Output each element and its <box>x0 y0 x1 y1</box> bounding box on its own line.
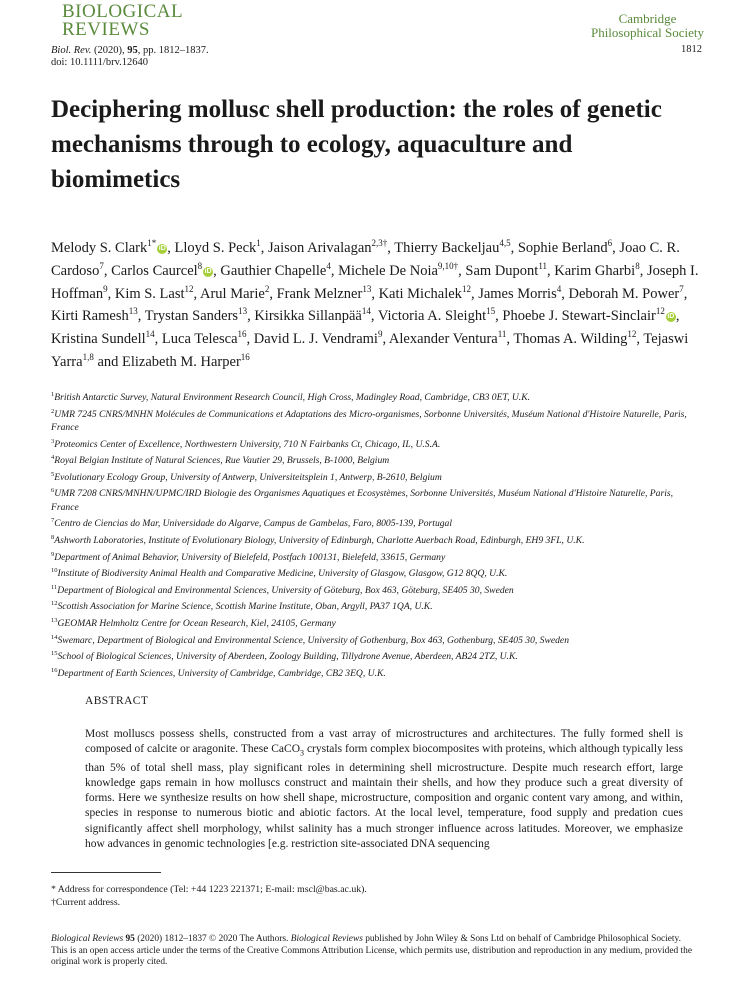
author-affiliation-mark: 6 <box>607 238 613 248</box>
affiliation-item <box>51 548 701 565</box>
affiliation-item <box>51 531 701 548</box>
author-name: Gauthier Chapelle <box>220 262 327 279</box>
author-affiliation-mark: 14 <box>145 329 155 340</box>
affiliation-number: 5 <box>51 470 55 478</box>
affiliation-item <box>51 435 701 452</box>
affiliation-list <box>51 388 701 680</box>
affiliation-text: UMR 7208 CNRS/MNHN/UPMC/IRD Biologie des Organismes Aquatiques et Ecosystèmes, Sorbonne Universités, Muséum National d'Histoire Naturelle, Paris, France <box>51 488 673 513</box>
author-affiliation-mark: 2 <box>264 283 270 294</box>
author-affiliation-mark: 9 <box>103 283 108 294</box>
author-affiliation-mark: 7 <box>99 260 104 271</box>
author-name: Karim Gharbi <box>554 262 636 279</box>
author-name: Sam Dupont <box>465 262 539 279</box>
author-affiliation-mark: 1 <box>256 238 261 248</box>
author-name: Luca Telesca <box>161 331 238 348</box>
affiliation-number: 15 <box>51 650 58 658</box>
author-affiliation-mark: 9,10† <box>437 260 459 271</box>
citation-pages: , pp. 1812–1837. <box>137 45 209 56</box>
author-affiliation-mark: 12 <box>655 306 665 317</box>
affiliation-text: Department of Animal Behavior, University of Bielefeld, Postfach 100131, Bielefeld, 33615, Germany <box>54 551 446 563</box>
orcid-icon[interactable]: iD <box>667 313 675 321</box>
citation-year: (2020), <box>93 45 125 56</box>
author-affiliation-mark: 15 <box>486 306 496 317</box>
affiliation-text: GEOMAR Helmholtz Centre for Ocean Research, Kiel, 24105, Germany <box>57 618 336 630</box>
society-logo <box>591 12 704 40</box>
author-affiliation-mark: 14 <box>361 306 371 317</box>
affiliation-number: 6 <box>51 487 55 495</box>
author-affiliation-mark: 13 <box>128 306 138 317</box>
author-affiliation-mark: 12 <box>184 283 194 294</box>
author-affiliation-mark: 11 <box>538 260 547 271</box>
author-name: Frank Melzner <box>276 285 363 302</box>
author-list: Melody S. Clark$^{1*}$iD , Lloyd S. Peck$^1$, Jaison Arivalagan$^{2,3\dagger}$, Thierry Backeljau$^{4,5}$, Sophie Berland$^6$, Joao C. R. Cardoso$^7$, Carlos Caurcel$^8$iD , Gauthier Chapelle$^4$, Michele De Noia$^{9,10\dagger}$, Sam Dupont$^{11}$, Karim Gharbi$^8$, Joseph I. Hoffman$^9$, Kim S. Last$^{12}$, Arul Marie$^2$, Frank Melzner$^{13}$, Kati Michalek$^{12}$, James Morris$^4$, Deborah M. Power$^7$, Kirti Ramesh$^{13}$, Trystan Sanders$^{13}$, Kirsikka Sillanpää$^{14}$, Victoria A. Sleight$^{15}$, Phoebe J. Stewart-Sinclair$^{12}$iD , Kristina Sundell$^{14}$, Luca Telesca$^{16}$, David L. J. Vendrami$^9$, Alexander Ventura$^{11}$, Thomas A. Wilding$^{12}$, Tejaswi Yarra$^{1,8}$ and Elizabeth M. Harper$^{16}$ <box>51 238 699 370</box>
journal-logo-line2: REVIEWS <box>62 19 150 40</box>
author-affiliation-mark: 13 <box>238 306 248 317</box>
author-name: Lloyd S. Peck <box>174 239 257 256</box>
author-and: and <box>97 353 119 370</box>
author-name: Victoria A. Sleight <box>377 308 487 325</box>
affiliation-text: British Antarctic Survey, Natural Environment Research Council, High Cross, Madingley Road, Cambridge, CB3 0ET, U.K. <box>54 392 530 404</box>
author-name: Arul Marie <box>199 285 265 302</box>
affiliation-number: 9 <box>51 550 55 558</box>
author-affiliation-mark: 11 <box>497 329 507 340</box>
license-text <box>51 934 701 969</box>
article-title: Deciphering mollusc shell production: the roles of genetic mechanisms through to ecology, aquaculture and biomimetics <box>51 96 662 193</box>
affiliation-text: Department of Biological and Environmental Sciences, University of Göteburg, Box 463, Göteburg, SE405 30, Sweden <box>57 584 514 596</box>
affiliation-text: Evolutionary Ecology Group, University of Antwerp, Universiteitsplein 1, Antwerp, B-2610, Belgium <box>54 471 442 483</box>
affiliation-item <box>51 664 701 681</box>
affiliation-item <box>51 597 701 614</box>
license-journal2: Biological Reviews <box>290 934 363 944</box>
abstract-heading: ABSTRACT <box>85 695 149 707</box>
author-name: Tejaswi Yarra <box>51 331 689 370</box>
author-name: Joao C. R. Cardoso <box>51 239 680 279</box>
journal-logo-line1: BIOLOGICAL <box>62 1 184 22</box>
author-affiliation-mark: 1,8 <box>82 352 94 363</box>
author-affiliation-mark: 13 <box>362 283 372 294</box>
license-line1 <box>51 934 701 946</box>
affiliation-number: 2 <box>51 407 55 415</box>
footnote-correspondence: * Address for correspondence (Tel: +44 1223 221371; E-mail: mscl@bas.ac.uk). <box>51 884 367 895</box>
license-rest2: published by John Wiley & Sons Ltd on behalf of Cambridge Philosophical Society. <box>362 934 681 944</box>
author-name: Deborah M. Power <box>568 285 680 302</box>
society-logo-line2: Philosophical Society <box>590 25 704 40</box>
abstract-text-before: Most molluscs possess shells, constructed from a vast array of microstructures and architectures. The fully formed shell is composed of calcite or aragonite. These CaCO <box>85 728 683 756</box>
affiliation-number: 8 <box>51 533 55 541</box>
license-line2: This is an open access article under the terms of the Creative Commons Attribution License, which permits use, distribution and reproduction in any medium, provided the original work is properly cited. <box>51 945 692 967</box>
author-affiliation-mark: 16 <box>237 329 247 340</box>
author-name: Elizabeth M. Harper <box>122 353 241 370</box>
affiliation-item <box>51 388 701 405</box>
author-affiliation-mark: 1* <box>147 238 157 248</box>
affiliation-number: 12 <box>51 600 58 608</box>
author-affiliation-mark: 4 <box>556 283 562 294</box>
author-name: Sophie Berland <box>517 239 608 256</box>
author-name: Joseph I. Hoffman <box>51 262 699 302</box>
orcid-icon[interactable]: iD <box>158 244 166 252</box>
author-affiliation-mark: 7 <box>679 283 684 294</box>
affiliation-text: Scottish Association for Marine Science, Scottish Marine Institute, Oban, Argyll, PA37 1QA, U.K. <box>57 601 433 613</box>
affiliation-text: Department of Earth Sciences, University of Cambridge, Cambridge, CB2 3EQ, U.K. <box>57 667 386 679</box>
affiliation-item <box>51 451 701 468</box>
footnote-current-address: †Current address. <box>51 897 121 908</box>
affiliation-item <box>51 564 701 581</box>
abstract-text-after: crystals form complex biocomposites with proteins, which although typically less than 5% of total shell mass, play significant roles in determining shell microstructure. Despite much research effort, large knowledge gaps remain in how molluscs construct and maintain their shells, and how they produce such a great diversity of forms. Here we synthesize results on how shell shape, microstructure, composition and organic content vary among, and within, species in response to numerous biotic and abiotic factors. At the local level, temperature, food supply and predation cues significantly affect shell morphology, whilst salinity has a much stronger influence across latitudes. Moreover, we emphasize how advances in genomic technologies [e.g. restriction site-associated DNA sequencing <box>85 743 684 850</box>
author-name: Carlos Caurcel <box>111 262 198 279</box>
author-affiliation-mark: 4,5 <box>499 238 511 248</box>
affiliation-number: 4 <box>51 454 55 462</box>
affiliation-text: Ashworth Laboratories, Institute of Evolutionary Biology, University of Edinburgh, Charlotte Auerbach Road, Edinburgh, EH9 3FL, U.K. <box>54 535 585 547</box>
affiliation-number: 3 <box>51 437 55 445</box>
affiliation-item <box>51 405 701 435</box>
affiliation-item <box>51 614 701 631</box>
author-affiliation-mark: 8 <box>635 260 640 271</box>
license-journal: Biological Reviews <box>51 934 124 944</box>
affiliation-number: 10 <box>51 567 58 575</box>
affiliation-text: Institute of Biodiversity Animal Health and Comparative Medicine, University of Glasgow, Glasgow, G12 8QQ, U.K. <box>57 568 508 580</box>
footnote-divider <box>51 872 161 873</box>
affiliation-text: Proteomics Center of Excellence, Northwestern University, 710 N Fairbanks Ct, Chicago, IL, U.S.A. <box>54 438 441 450</box>
abstract-subscript: 3 <box>300 748 305 758</box>
author-name: Kirti Ramesh <box>51 308 129 325</box>
author-name: Phoebe J. Stewart-Sinclair <box>502 308 656 325</box>
orcid-icon[interactable]: iD <box>204 267 212 275</box>
author-affiliation-mark: 8 <box>197 260 203 271</box>
abstract-text <box>85 727 683 852</box>
affiliation-text: UMR 7245 CNRS/MNHN Molécules de Communications et Adaptations des Micro-organismes, Sorbonne Universités, Muséum National d'Histoire Naturelle, Paris, France <box>51 408 687 434</box>
author-affiliation-mark: 9 <box>377 329 383 340</box>
affiliation-number: 16 <box>51 666 58 674</box>
author-affiliation-mark: 12 <box>461 283 471 294</box>
affiliation-item <box>51 631 701 648</box>
author-name: James Morris <box>478 285 557 302</box>
society-logo-line1: Cambridge <box>618 11 677 26</box>
doi: doi: 10.1111/brv.12640 <box>51 57 149 68</box>
author-name: Kati Michalek <box>378 285 462 302</box>
author-name: Jaison Arivalagan <box>268 239 372 256</box>
affiliation-item <box>51 514 701 531</box>
affiliation-text: Swemarc, Department of Biological and Environmental Science, University of Gothenburg, Box 463, Gothenburg, SE405 30, Sweden <box>57 634 569 646</box>
affiliation-item <box>51 647 701 664</box>
license-rest1: (2020) 1812–1837 © 2020 The Authors. <box>134 934 291 944</box>
author-name: David L. J. Vendrami <box>253 331 378 348</box>
affiliation-number: 1 <box>51 391 55 398</box>
author-name: Thomas A. Wilding <box>513 331 628 348</box>
author-affiliation-mark: 2,3† <box>371 238 388 248</box>
author-name: Trystan Sanders <box>144 308 239 325</box>
author-name: Michele De Noia <box>338 262 438 279</box>
affiliation-item <box>51 581 701 598</box>
affiliation-text: Centro de Ciencias do Mar, Universidade do Algarve, Campus de Gambelas, Faro, 8005-139, Portugal <box>54 518 453 530</box>
author-affiliation-mark: 16 <box>240 352 250 363</box>
citation-journal: Biol. Rev. <box>51 45 92 56</box>
journal-logo <box>62 3 183 39</box>
page-number: 1812 <box>681 44 702 55</box>
author-affiliation-mark: 4 <box>326 260 331 271</box>
affiliation-item <box>51 468 701 485</box>
citation-volume: 95 <box>127 45 138 56</box>
author-name: Kristina Sundell <box>51 331 146 348</box>
license-volume: 95 <box>125 934 135 944</box>
affiliation-item <box>51 484 701 514</box>
author-name: Alexander Ventura <box>388 331 498 348</box>
affiliation-text: School of Biological Sciences, University of Aberdeen, Zoology Building, Tillydrone Avenue, Aberdeen, AB24 2TZ, U.K. <box>57 651 518 663</box>
author-name: Melody S. Clark <box>51 239 148 256</box>
author-name: Kim S. Last <box>114 285 185 302</box>
author-name: Thierry Backeljau <box>394 239 500 256</box>
author-affiliation-mark: 12 <box>627 329 637 340</box>
affiliation-number: 13 <box>51 616 58 624</box>
affiliation-number: 11 <box>51 583 58 591</box>
affiliation-text: Royal Belgian Institute of Natural Sciences, Rue Vautier 29, Brussels, B-1000, Belgium <box>54 455 390 467</box>
author-name: Kirsikka Sillanpää <box>254 308 362 325</box>
affiliation-number: 14 <box>51 633 58 641</box>
affiliation-number: 7 <box>51 517 55 525</box>
